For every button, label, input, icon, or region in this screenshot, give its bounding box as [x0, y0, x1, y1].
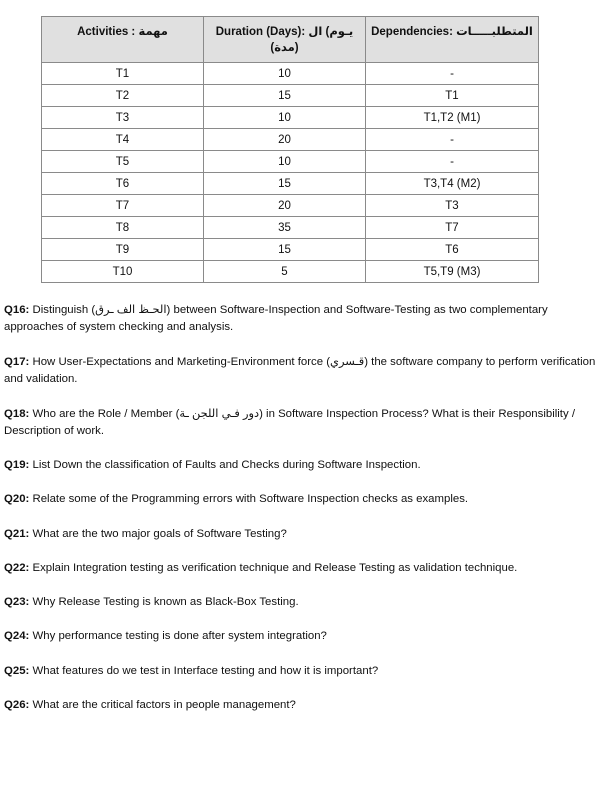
activity-cell: T6 [42, 173, 204, 195]
question-number: Q17: [4, 356, 30, 368]
question-text: Distinguish (الحـظ الف ـرق) between Software-Inspection and Software-Testing as two complementary approaches of system checking and analysis. [4, 304, 548, 333]
question-number: Q18: [4, 408, 30, 420]
header-duration: Duration (Days): يـوم) ال (مدة) [204, 17, 366, 63]
duration-cell: 5 [204, 261, 366, 283]
question-item [4, 354, 604, 388]
activity-cell: T7 [42, 195, 204, 217]
activity-cell: T2 [42, 85, 204, 107]
question-item [4, 560, 604, 577]
dependency-cell: - [366, 151, 539, 173]
duration-cell: 15 [204, 85, 366, 107]
duration-cell: 15 [204, 173, 366, 195]
table-header-row [42, 17, 539, 63]
question-item [4, 697, 604, 714]
duration-cell: 35 [204, 217, 366, 239]
question-item [4, 491, 604, 508]
question-text: How User-Expectations and Marketing-Environment force (قـسري) the software company to perform verification and validation. [4, 356, 596, 385]
table-row [42, 195, 539, 217]
question-item [4, 457, 604, 474]
table-row [42, 217, 539, 239]
question-number: Q23: [4, 596, 30, 608]
header-dependencies: Dependencies: المتطلبـــــات [366, 17, 539, 63]
question-text: Who are the Role / Member (دور فـي اللجن ـة) in Software Inspection Process? What is their Responsibility / Description of work. [4, 408, 575, 437]
table-row [42, 239, 539, 261]
question-text: Why performance testing is done after system integration? [29, 630, 327, 642]
table-row [42, 261, 539, 283]
question-number: Q21: [4, 528, 30, 540]
table-row [42, 85, 539, 107]
activity-cell: T4 [42, 129, 204, 151]
header-activities: Activities : مهمة [42, 17, 204, 63]
question-number: Q20: [4, 493, 30, 505]
question-item [4, 628, 604, 645]
duration-cell: 10 [204, 63, 366, 85]
question-number: Q22: [4, 562, 30, 574]
dependency-cell: T6 [366, 239, 539, 261]
question-text: List Down the classification of Faults and Checks during Software Inspection. [29, 459, 421, 471]
question-text: What are the two major goals of Software Testing? [29, 528, 287, 540]
question-number: Q25: [4, 665, 30, 677]
table-row [42, 129, 539, 151]
activity-cell: T9 [42, 239, 204, 261]
dependency-cell: T1,T2 (M1) [366, 107, 539, 129]
table-body [42, 63, 539, 283]
dependency-cell: - [366, 129, 539, 151]
table-row [42, 107, 539, 129]
duration-cell: 10 [204, 151, 366, 173]
question-item [4, 406, 604, 440]
table-row [42, 63, 539, 85]
activity-cell: T8 [42, 217, 204, 239]
dependency-cell: T3 [366, 195, 539, 217]
question-item [4, 526, 604, 543]
activity-cell: T5 [42, 151, 204, 173]
question-text: What features do we test in Interface testing and how it is important? [29, 665, 379, 677]
dependency-cell: T7 [366, 217, 539, 239]
question-item [4, 663, 604, 680]
duration-cell: 15 [204, 239, 366, 261]
activity-cell: T1 [42, 63, 204, 85]
activity-table [41, 16, 539, 283]
question-number: Q26: [4, 699, 30, 711]
question-text: Explain Integration testing as verification technique and Release Testing as validation technique. [29, 562, 518, 574]
table-row [42, 173, 539, 195]
activity-cell: T10 [42, 261, 204, 283]
question-text: Why Release Testing is known as Black-Box Testing. [29, 596, 299, 608]
question-number: Q19: [4, 459, 30, 471]
question-number: Q24: [4, 630, 30, 642]
question-text: What are the critical factors in people management? [29, 699, 296, 711]
table-row [42, 151, 539, 173]
activity-cell: T3 [42, 107, 204, 129]
duration-cell: 20 [204, 129, 366, 151]
question-text: Relate some of the Programming errors with Software Inspection checks as examples. [29, 493, 469, 505]
question-number: Q16: [4, 304, 30, 316]
dependency-cell: T5,T9 (M3) [366, 261, 539, 283]
duration-cell: 10 [204, 107, 366, 129]
duration-cell: 20 [204, 195, 366, 217]
dependency-cell: T3,T4 (M2) [366, 173, 539, 195]
question-item [4, 594, 604, 611]
dependency-cell: T1 [366, 85, 539, 107]
dependency-cell: - [366, 63, 539, 85]
question-item [4, 302, 604, 336]
